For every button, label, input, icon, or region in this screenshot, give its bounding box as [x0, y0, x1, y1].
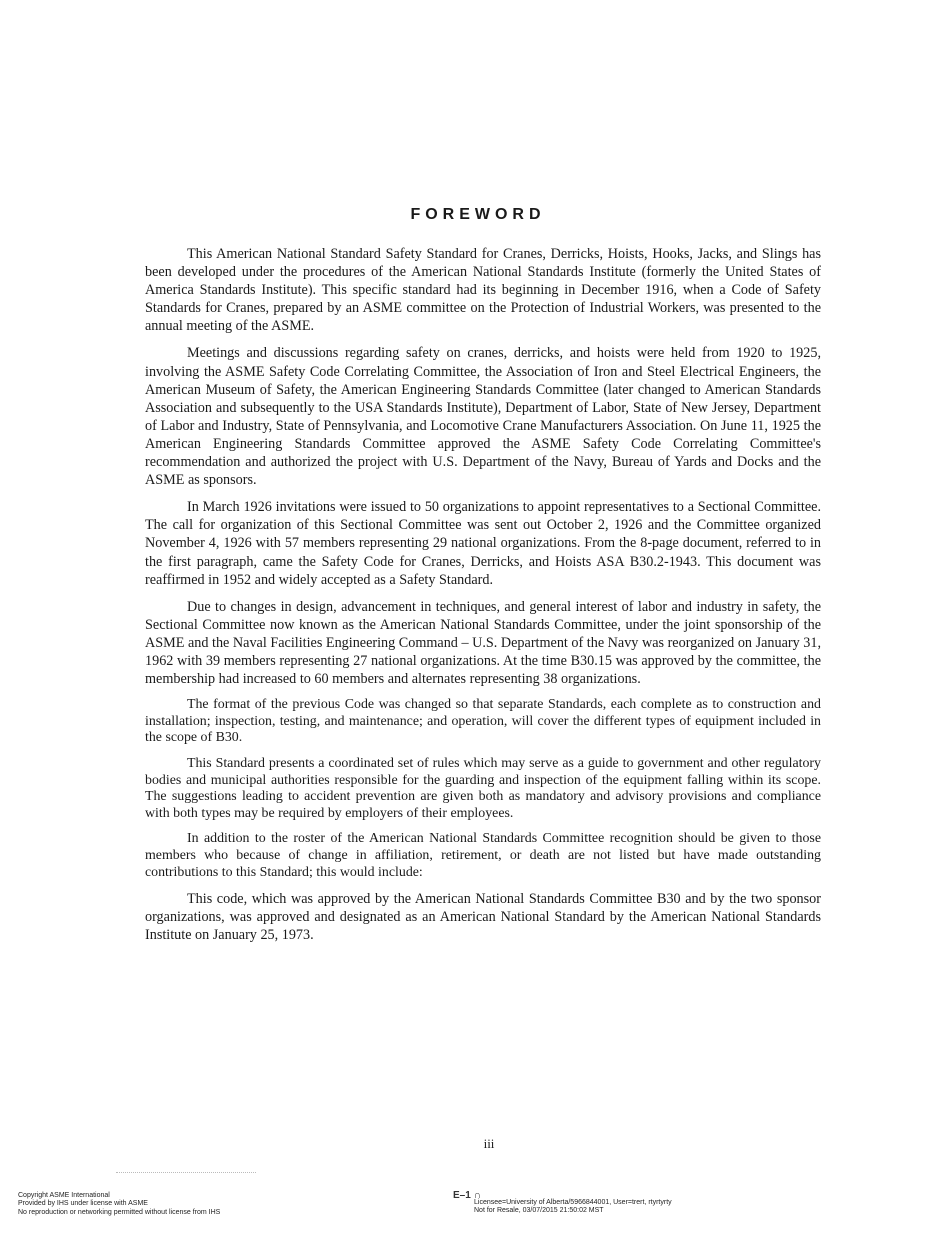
- footer-reproduction-line: No reproduction or networking permitted without license from IHS: [18, 1208, 221, 1216]
- paragraph-coordinated-rules: This Standard presents a coordinated set of rules which may serve as a guide to government and other regulatory bodies and municipal authorities responsible for the guarding and inspection of the equipment falling within its scope. The suggestions leading to accident prevention are given both as mandatory and advisory provisions and compliance with both types may be required by employers of their employees.: [145, 755, 821, 821]
- footer-copyright-line: Copyright ASME International: [18, 1192, 110, 1199]
- paragraph-format: The format of the previous Code was changed so that separate Standards, each complete as to construction and installation; inspection, testing, and maintenance; and operation, will cover the different types of equipment included in the scope of B30.: [145, 697, 821, 746]
- page-title: FOREWORD: [410, 206, 546, 223]
- paragraph-recognition: In addition to the roster of the American National Standards Committee recognition should be given to those members who because of change in affiliation, retirement, or death are not listed but have made outstanding contributions to this Standard; this would include:: [145, 831, 821, 880]
- footer-stamp-mark: E–1 ∩: [453, 1190, 481, 1201]
- paragraph-meetings: Meetings and discussions regarding safety on cranes, derricks, and hoists were held from 1920 to 1925, involving the ASME Safety Code Correlating Committee, the Association of Iron and Steel Electrical Engineers, the American Museum of Safety, the American Engineering Standards Committee (later changed to American Standards Association and subsequently to the USA Standards Institute), Department of Labor, State of New Jersey, Department of Labor and Industry, State of Pennsylvania, and Locomotive Crane Manufacturers Association. On June 11, 1925 the American Engineering Standards Committee approved the ASME Safety Code Correlating Committee's recommendation and authorized the project with U.S. Department of the Navy, Bureau of Yards and Docks and the ASME as sponsors.: [145, 345, 821, 489]
- footer-resale-line: Not for Resale, 03/07/2015 21:50:02 MST: [474, 1207, 604, 1215]
- footer-provider-line: Provided by IHS under license with ASME: [18, 1200, 148, 1208]
- paragraph-sectional-committee: In March 1926 invitations were issued to 50 organizations to appoint representatives to a Sectional Committee. The call for organization of this Sectional Committee was sent out October 2, 1926 and the Committee organized November 4, 1926 with 57 members representing 29 national organizations. From the 8-page document, referred to in the first paragraph, came the Safety Code for Cranes, Derricks, and Hoists ASA B30.2-1943. This document was reaffirmed in 1952 and widely accepted as a Safety Standard.: [145, 499, 821, 588]
- paragraph-approval: This code, which was approved by the American National Standards Committee B30 and by the two sponsor organizations, was approved and designated as an American National Standard by the American National Standards Institute on January 25, 1973.: [145, 891, 821, 944]
- page-number: iii: [483, 1136, 495, 1151]
- footer-license: [474, 1199, 672, 1216]
- footer-divider: [116, 1172, 256, 1173]
- footer-copyright: [18, 1192, 220, 1217]
- paragraph-reorganization: Due to changes in design, advancement in techniques, and general interest of labor and industry in safety, the Sectional Committee now known as the American National Standards Committee, under the joint sponsorship of the ASME and the Naval Facilities Engineering Command – U.S. Department of the Navy was reorganized on January 31, 1962 with 39 members representing 27 national organizations. At the time B30.15 was approved by the committee, the membership had increased to 60 members and alternates representing 38 organizations.: [145, 598, 821, 688]
- foreword-body: [145, 245, 821, 953]
- paragraph-history: This American National Standard Safety Standard for Cranes, Derricks, Hoists, Hooks, Jacks, and Slings has been developed under the procedures of the American National Standards Institute (formerly the United States of America Standards Institute). This specific standard had its beginning in December 1916, when a Code of Safety Standards for Cranes, prepared by an ASME committee on the Protection of Industrial Workers, was presented to the annual meeting of the ASME.: [145, 246, 821, 335]
- footer-licensee-line: Licensee=University of Alberta/5966844001, User=trert, rtyrtyrty: [474, 1199, 672, 1206]
